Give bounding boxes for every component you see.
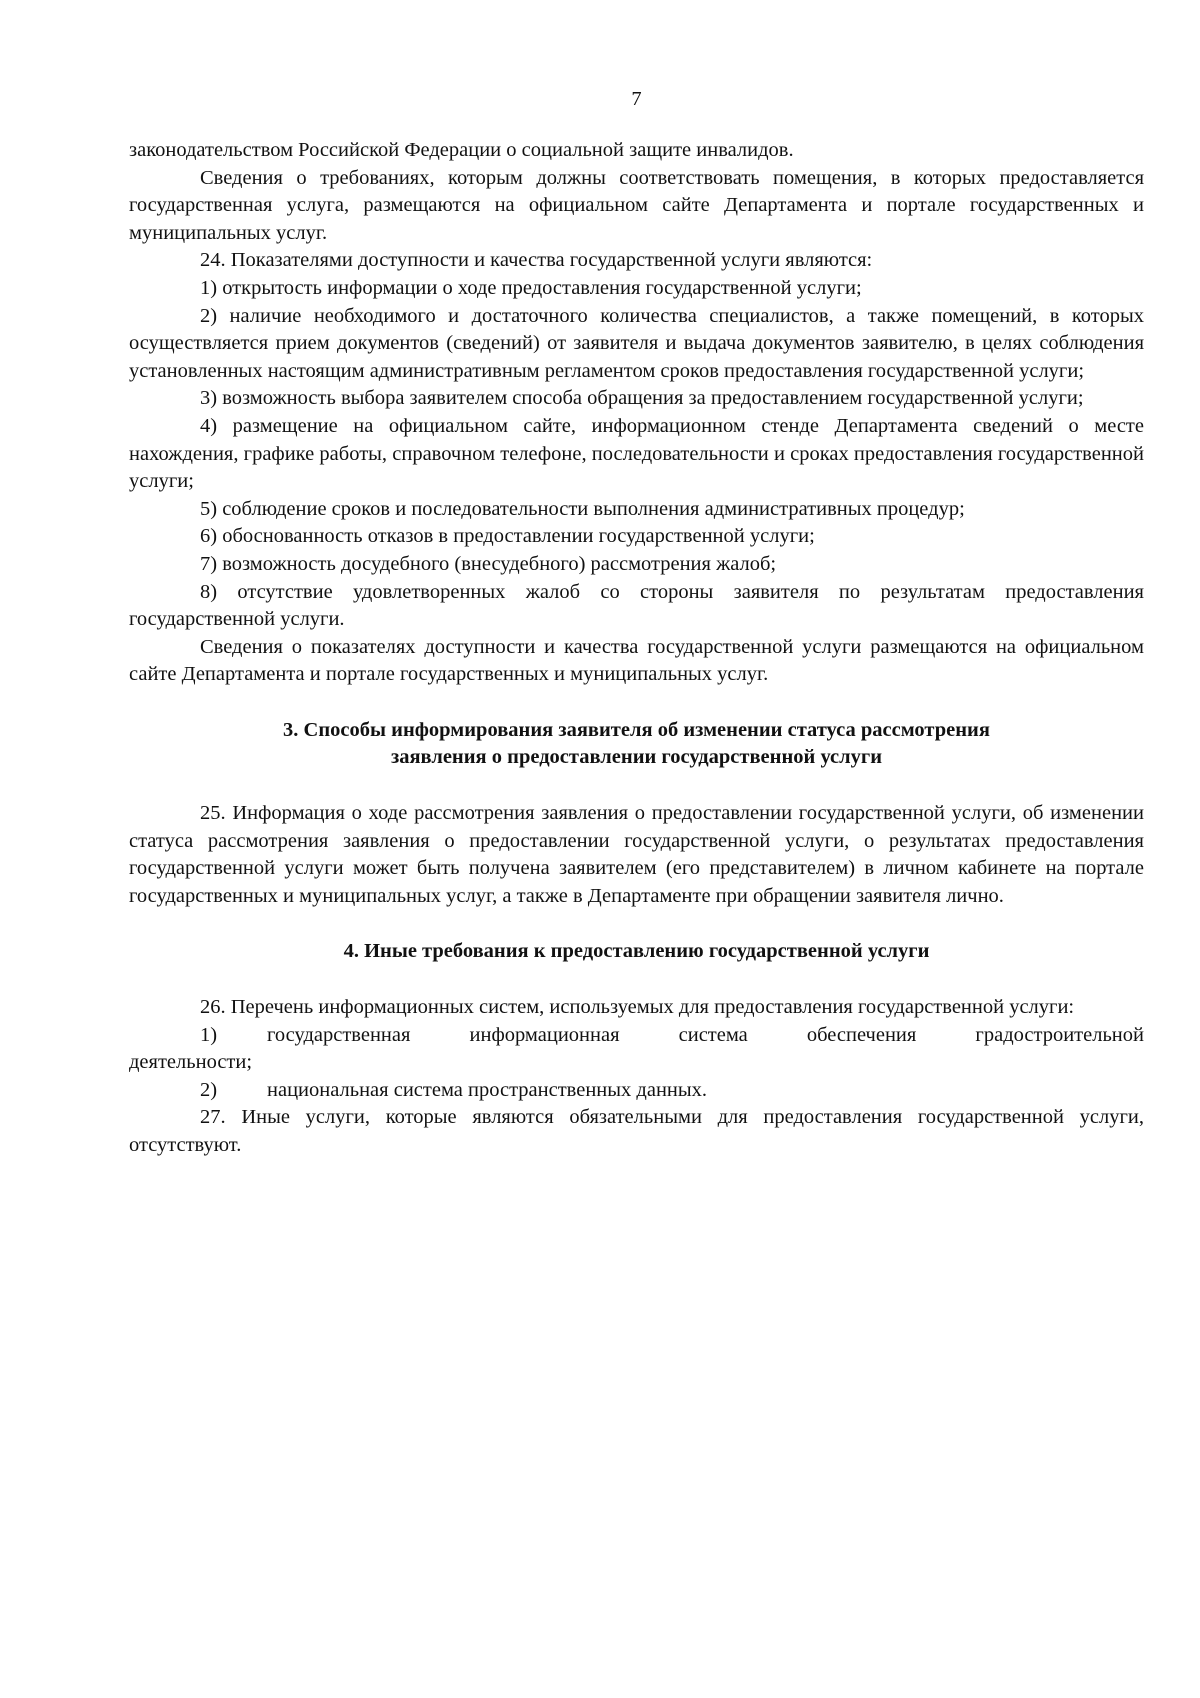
paragraph-premises-info: Сведения о требованиях, которым должны соответствовать помещения, в которых предоставляется государственная услуга, размещаются на официальном сайте Департамента и портале государственных и муниципальных услуг.	[129, 166, 1144, 244]
spacer	[129, 910, 1144, 938]
paragraph-26: 26. Перечень информационных систем, используемых для предоставления государственной услуги:	[200, 996, 1075, 1019]
list-item-24-5: 5) соблюдение сроков и последовательности выполнения административных процедур;	[200, 497, 965, 520]
page-number: 7	[631, 88, 642, 110]
list-item-24-8: 8) отсутствие удовлетворенных жалоб со стороны заявителя по результатам предоставления государственной услуги.	[129, 580, 1144, 631]
paragraph-continuation: законодательством Российской Федерации о социальной защите инвалидов.	[129, 139, 794, 161]
spacer	[129, 772, 1144, 800]
list-item-26-2	[129, 1077, 1144, 1105]
list-item-26-1-continuation: деятельности;	[129, 1051, 253, 1074]
list-item-24-1: 1) открытость информации о ходе предоставления государственной услуги;	[200, 276, 862, 299]
list-item-26-1	[129, 1022, 1144, 1050]
list-item-text: государственная информационная система обеспечения градостроительной	[267, 1023, 1144, 1046]
document-body	[129, 137, 1144, 1160]
list-item-24-6: 6) обоснованность отказов в предоставлении государственной услуги;	[200, 525, 815, 548]
section-3-heading-line-2: заявления о предоставлении государственной услуги	[390, 746, 883, 769]
spacer	[129, 689, 1144, 717]
paragraph-25: 25. Информация о ходе рассмотрения заявления о предоставлении государственной услуги, об изменении статуса рассмотрения заявления о предоставлении государственной услуги, о результатах предоставления государственной услуги может быть получена заявителем (его представителем) в личном кабинете на портале государственных и муниципальных услуг, а также в Департаменте при обращении заявителя лично.	[129, 802, 1144, 907]
paragraph-indicators-info: Сведения о показателях доступности и качества государственной услуги размещаются на официальном сайте Департамента и портале государственных и муниципальных услуг.	[129, 635, 1144, 686]
list-item-number: 2)	[200, 1078, 218, 1101]
section-3-heading	[129, 717, 1144, 772]
section-3-heading-line-1: 3. Способы информирования заявителя об изменении статуса рассмотрения	[283, 718, 990, 741]
list-item-24-4: 4) размещение на официальном сайте, информационном стенде Департамента сведений о месте нахождения, графике работы, справочном телефоне, последовательности и сроках предоставления государственной услуги;	[129, 414, 1144, 493]
list-item-number: 1)	[200, 1023, 218, 1046]
list-item-text: национальная система пространственных данных.	[267, 1078, 708, 1101]
paragraph-27: 27. Иные услуги, которые являются обязательными для предоставления государственной услуги, отсутствуют.	[129, 1106, 1144, 1156]
list-item-24-7: 7) возможность досудебного (внесудебного) рассмотрения жалоб;	[200, 552, 777, 575]
paragraph-24: 24. Показателями доступности и качества государственной услуги являются:	[200, 249, 873, 272]
list-item-24-3: 3) возможность выбора заявителем способа обращения за предоставлением государственной услуги;	[200, 387, 1084, 410]
list-item-24-2: 2) наличие необходимого и достаточного количества специалистов, а также помещений, в которых осуществляется прием документов (сведений) от заявителя и выдача документов заявителю, в целях соблюдения установленных настоящим административным регламентом сроков предоставления государственной услуги;	[129, 304, 1144, 382]
section-4-heading: 4. Иные требования к предоставлению государственной услуги	[343, 940, 930, 963]
spacer	[129, 966, 1144, 994]
